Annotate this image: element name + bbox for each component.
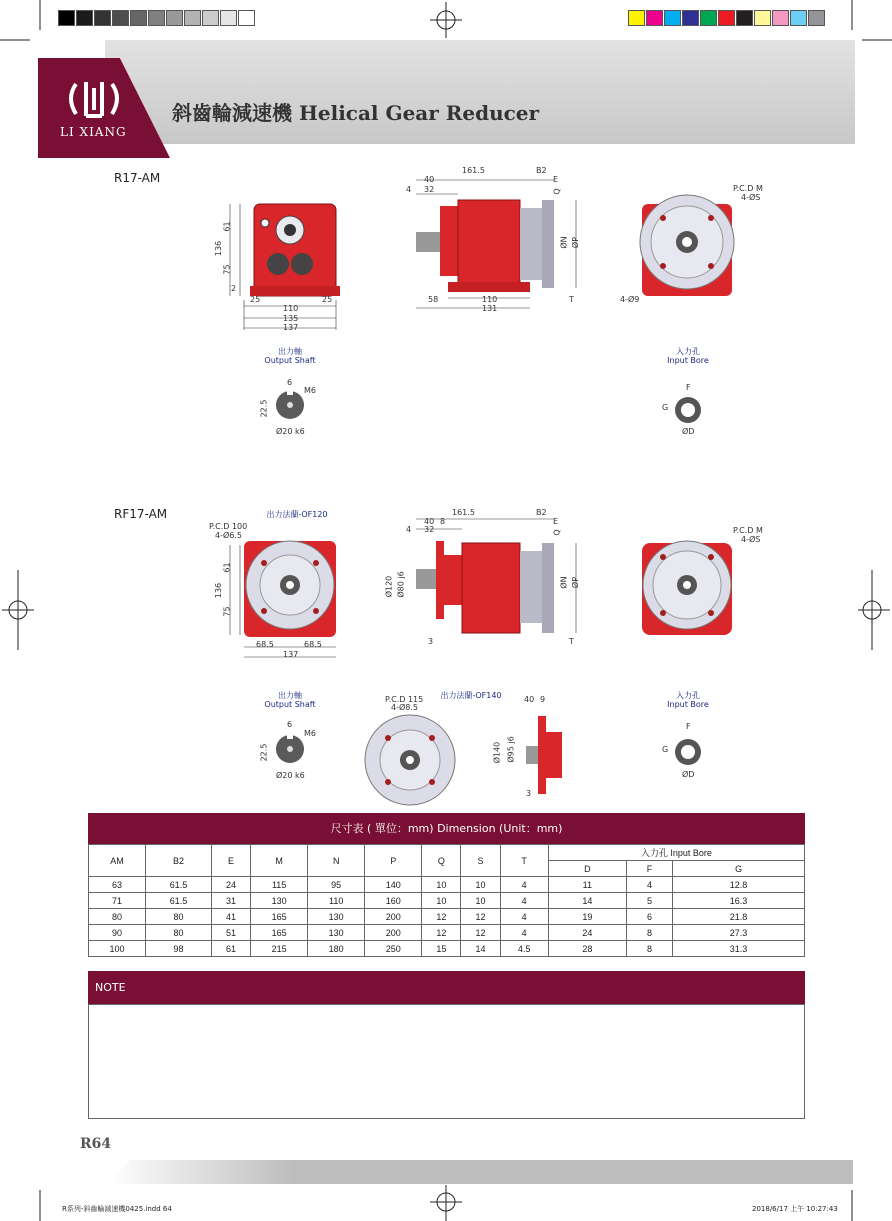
- logo-text: LI XIANG: [60, 125, 127, 139]
- table-cell: 28: [548, 941, 626, 957]
- dim-75: 75: [222, 264, 232, 275]
- color-swatch: [772, 10, 789, 26]
- table-cell: 100: [89, 941, 146, 957]
- table-cell: 4: [626, 877, 672, 893]
- column-header: M: [251, 845, 308, 877]
- rf-input-bore-icon: [673, 737, 703, 767]
- rf-dim-68a: 68.5: [256, 640, 274, 649]
- gray-swatch: [76, 10, 93, 26]
- table-cell: 8: [626, 941, 672, 957]
- table-cell: 80: [146, 925, 212, 941]
- gray-swatch: [202, 10, 219, 26]
- input-bore-label: 入力孔 Input Bore: [667, 347, 709, 365]
- dim-161: 161.5: [462, 166, 485, 175]
- table-cell: 200: [365, 925, 422, 941]
- dim-110: 110: [283, 304, 299, 313]
- input-bore-header: 入力孔 Input Bore: [548, 845, 804, 861]
- table-cell: 4: [500, 893, 548, 909]
- table-cell: 61: [211, 941, 250, 957]
- dim-b2: B2: [536, 166, 547, 175]
- table-cell: 12: [422, 909, 461, 925]
- dim-110-side: 110: [482, 295, 498, 304]
- table-cell: 165: [251, 925, 308, 941]
- dim-58: 58: [428, 295, 439, 304]
- sub-column-header: G: [673, 861, 805, 877]
- section-title-rf17: RF17-AM: [114, 507, 168, 521]
- gray-swatch: [130, 10, 147, 26]
- gray-swatch: [58, 10, 75, 26]
- rf-dim-75: 75: [222, 606, 232, 617]
- rf-front-holes: 4-Ø6.5: [215, 531, 242, 540]
- rf-flange-holes: 4-ØS: [741, 535, 761, 544]
- table-cell: 4: [500, 925, 548, 941]
- table-cell: 180: [308, 941, 365, 957]
- table-row: [89, 909, 805, 925]
- footer-file: R系列-斜齒輪減速機0425.indd 64: [62, 1205, 172, 1213]
- dim-32: 32: [424, 185, 435, 194]
- gray-swatch: [112, 10, 129, 26]
- color-swatch: [718, 10, 735, 26]
- of140-pcd: P.C.D 115: [385, 695, 424, 704]
- rf-dim-137: 137: [283, 650, 299, 659]
- section-title-r17: R17-AM: [114, 171, 161, 185]
- sub-column-header: F: [626, 861, 672, 877]
- rf-dim-t: T: [569, 637, 574, 646]
- of140-dim-140: Ø140: [492, 741, 502, 764]
- flange-base-holes: 4-Ø9: [620, 295, 640, 304]
- gray-swatch: [94, 10, 111, 26]
- footer-date: 2018/6/17 上午 10:27:43: [752, 1205, 838, 1213]
- dim-4: 4: [406, 185, 412, 194]
- rf-dim-8: 8: [440, 517, 446, 526]
- rf-shaft-m6: M6: [304, 729, 316, 738]
- shaft-dim-22: 22.5: [259, 399, 269, 418]
- of140-dim-3: 3: [526, 789, 532, 798]
- table-cell: 14: [548, 893, 626, 909]
- table-cell: 31: [211, 893, 250, 909]
- dim-phin: ØN: [559, 236, 569, 249]
- table-cell: 31.3: [673, 941, 805, 957]
- column-header: N: [308, 845, 365, 877]
- color-swatch: [754, 10, 771, 26]
- table-cell: 21.8: [673, 909, 805, 925]
- rf-dim-68b: 68.5: [304, 640, 322, 649]
- table-cell: 6: [626, 909, 672, 925]
- header-banner: [105, 40, 855, 144]
- table-cell: 110: [308, 893, 365, 909]
- table-title: 尺寸表 ( 單位：mm) Dimension (Unit：mm): [330, 822, 563, 835]
- table-cell: 10: [461, 893, 500, 909]
- table-cell: 61.5: [146, 893, 212, 909]
- rf-dim-b2: B2: [536, 508, 547, 517]
- color-swatch: [700, 10, 717, 26]
- input-bore-icon: [673, 395, 703, 425]
- table-cell: 41: [211, 909, 250, 925]
- rf-dim-136: 136: [214, 582, 224, 599]
- color-swatch: [664, 10, 681, 26]
- output-shaft-icon: [274, 388, 308, 422]
- color-swatch: [682, 10, 699, 26]
- rf-flange-pcd: P.C.D M: [733, 526, 763, 535]
- color-swatch: [808, 10, 825, 26]
- table-cell: 90: [89, 925, 146, 941]
- table-row: [89, 941, 805, 957]
- column-header: AM: [89, 845, 146, 877]
- rf-dim-40: 40: [424, 517, 435, 526]
- lixiang-logo-icon: [64, 76, 124, 126]
- table-cell: 8: [626, 925, 672, 941]
- table-cell: 12: [422, 925, 461, 941]
- table-cell: 80: [146, 909, 212, 925]
- table-cell: 10: [461, 877, 500, 893]
- output-shaft-label: 出力軸 Output Shaft: [264, 347, 316, 365]
- table-cell: 130: [308, 909, 365, 925]
- table-cell: 160: [365, 893, 422, 909]
- rf-input-bore-label: 入力孔 Input Bore: [667, 691, 709, 709]
- rf17-front-view: [210, 535, 350, 665]
- table-title-band: [88, 813, 805, 844]
- rf-dim-61: 61: [222, 562, 232, 573]
- rf-output-shaft-label: 出力軸 Output Shaft: [264, 691, 316, 709]
- dim-25b: 25: [322, 295, 333, 304]
- rf-dim-phin: ØN: [559, 576, 569, 589]
- table-cell: 250: [365, 941, 422, 957]
- rf-dim-32: 32: [424, 525, 435, 534]
- rf-dim-161: 161.5: [452, 508, 475, 517]
- shaft-dia: Ø20 k6: [276, 427, 305, 436]
- dim-phip: ØP: [571, 236, 581, 249]
- column-header: T: [500, 845, 548, 877]
- rf-output-shaft-icon: [274, 732, 308, 766]
- table-cell: 4: [500, 909, 548, 925]
- table-cell: 12.8: [673, 877, 805, 893]
- note-title: NOTE: [95, 981, 126, 994]
- dim-131: 131: [482, 304, 498, 313]
- bore-f: F: [686, 383, 691, 392]
- grayscale-bar: [58, 10, 256, 26]
- column-header: B2: [146, 845, 212, 877]
- note-box: [88, 1004, 805, 1119]
- gray-swatch: [238, 10, 255, 26]
- color-swatch: [736, 10, 753, 26]
- gray-swatch: [166, 10, 183, 26]
- column-header: E: [211, 845, 250, 877]
- table-cell: 98: [146, 941, 212, 957]
- dim-25a: 25: [250, 295, 261, 304]
- note-band: [88, 971, 805, 1004]
- rf-dim-3: 3: [428, 637, 434, 646]
- table-cell: 115: [251, 877, 308, 893]
- table-cell: 51: [211, 925, 250, 941]
- table-cell: 63: [89, 877, 146, 893]
- of140-front-view: [362, 712, 462, 812]
- rf-dim-120: Ø120: [384, 575, 394, 598]
- dim-t: T: [569, 295, 574, 304]
- of140-holes: 4-Ø8.5: [391, 703, 418, 712]
- page-title: 斜齒輪減速機 Helical Gear Reducer: [172, 101, 540, 125]
- of140-dim-95: Ø95 j6: [506, 736, 516, 763]
- table-cell: 140: [365, 877, 422, 893]
- rf-dim-e: E: [553, 517, 559, 526]
- dim-137: 137: [283, 323, 299, 332]
- table-row: [89, 893, 805, 909]
- gray-swatch: [220, 10, 237, 26]
- flange-of140-title: 出力法蘭-OF140: [440, 691, 502, 700]
- table-cell: 4.5: [500, 941, 548, 957]
- table-cell: 10: [422, 877, 461, 893]
- sub-column-header: D: [548, 861, 626, 877]
- dim-q: Q: [552, 188, 562, 195]
- rf-dim-q: Q: [552, 529, 562, 536]
- rf-shaft-dim-6: 6: [287, 720, 293, 729]
- bore-d: ØD: [682, 427, 695, 436]
- rf-dim-4: 4: [406, 525, 412, 534]
- table-cell: 80: [89, 909, 146, 925]
- dimension-table: [88, 844, 805, 957]
- shaft-m6: M6: [304, 386, 316, 395]
- table-cell: 19: [548, 909, 626, 925]
- table-cell: 11: [548, 877, 626, 893]
- color-swatch: [790, 10, 807, 26]
- of140-side-view: [510, 708, 570, 800]
- table-cell: 12: [461, 925, 500, 941]
- rf-bore-d: ØD: [682, 770, 695, 779]
- rf-front-pcd: P.C.D 100: [209, 522, 248, 531]
- table-cell: 10: [422, 893, 461, 909]
- of140-dim-40: 40: [524, 695, 535, 704]
- table-cell: 61.5: [146, 877, 212, 893]
- table-cell: 165: [251, 909, 308, 925]
- column-header: P: [365, 845, 422, 877]
- table-cell: 4: [500, 877, 548, 893]
- dim-e: E: [553, 175, 559, 184]
- dim-2: 2: [231, 284, 237, 293]
- color-swatch: [646, 10, 663, 26]
- rf-shaft-dia: Ø20 k6: [276, 771, 305, 780]
- table-cell: 12: [461, 909, 500, 925]
- table-cell: 24: [548, 925, 626, 941]
- table-cell: 130: [251, 893, 308, 909]
- rf-shaft-dim-22: 22.5: [259, 743, 269, 762]
- dim-61: 61: [222, 221, 232, 232]
- table-cell: 24: [211, 877, 250, 893]
- bore-g: G: [662, 403, 669, 412]
- dim-40: 40: [424, 175, 435, 184]
- table-cell: 14: [461, 941, 500, 957]
- table-cell: 15: [422, 941, 461, 957]
- shaft-dim-6: 6: [287, 378, 293, 387]
- table-cell: 5: [626, 893, 672, 909]
- dim-136: 136: [214, 240, 224, 257]
- of140-dim-9: 9: [540, 695, 546, 704]
- dim-135: 135: [283, 314, 299, 323]
- color-bar: [628, 10, 826, 26]
- table-cell: 130: [308, 925, 365, 941]
- flange-of120-title: 出力法蘭-OF120: [266, 510, 328, 519]
- page-number: R64: [80, 1136, 112, 1152]
- r17-flange-view: [636, 192, 746, 300]
- rf-dim-phip: ØP: [571, 576, 581, 589]
- table-cell: 215: [251, 941, 308, 957]
- rf-bore-f: F: [686, 722, 691, 731]
- table-cell: 27.3: [673, 925, 805, 941]
- rf-dim-80: Ø80 j6: [396, 571, 406, 598]
- color-swatch: [628, 10, 645, 26]
- gray-swatch: [184, 10, 201, 26]
- table-cell: 16.3: [673, 893, 805, 909]
- table-row: [89, 925, 805, 941]
- rf-bore-g: G: [662, 745, 669, 754]
- rf17-flange-view: [636, 535, 746, 639]
- flange-pcd: P.C.D M: [733, 184, 763, 193]
- gray-swatch: [148, 10, 165, 26]
- table-cell: 95: [308, 877, 365, 893]
- table-cell: 71: [89, 893, 146, 909]
- flange-holes: 4-ØS: [741, 193, 761, 202]
- column-header: Q: [422, 845, 461, 877]
- table-cell: 200: [365, 909, 422, 925]
- r17-front-view: [210, 190, 350, 335]
- table-row: [89, 877, 805, 893]
- column-header: S: [461, 845, 500, 877]
- footer-banner: [108, 1160, 853, 1184]
